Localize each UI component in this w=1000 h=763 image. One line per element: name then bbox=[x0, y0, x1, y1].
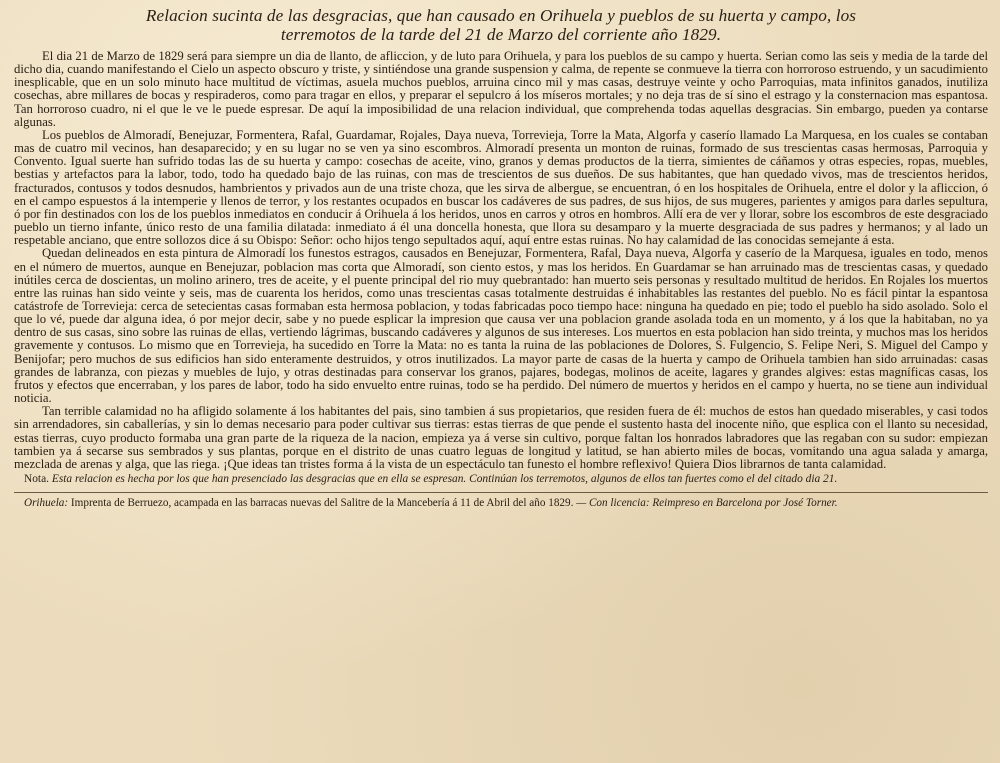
note bbox=[14, 473, 988, 486]
title-line-2: terremotos de la tarde del 21 de Marzo del corriente año 1829. bbox=[280, 25, 722, 44]
note-text: Esta relacion es hecha por los que han presenciado las desgracias que en ella se espresan. Continúan los terremotos, algunos de ellos tan fuertes como el del citado dia 21. bbox=[51, 473, 838, 485]
paragraph-4: Tan terrible calamidad no ha afligido solamente á los habitantes del pais, sino tambien á sus propietarios, que residen fuera de él: muchos de estos han quedado miserables, y casi todos sin arrendadores, sin caballerías, y sin lo demas necesario para poder cultivar sus tierras: estas tierras de que pende el sustento hasta del inocente niño, que esplica con el llanto su necesidad, estas tierras, cuyo producto formaba una gran parte de la riqueza de la nacion, empieza ya á verse sin cultivo, porque faltan los honrados labradores que las regaban con su sudor: empiezan tambien ya á secarse sus sembrados y sus plantas, porque en el distrito de unas cuatro leguas de longitud y latitud, se han abierto miles de bocas, vomitando una agua salada y amarga, mezclada de arenas y alga, que las riega. ¡Que ideas tan tristes forma á la vista de un espectáculo tan funesto el hombre reflexivo! Quiera Dios librarnos de tanta calamidad. bbox=[14, 404, 988, 471]
note-label: Nota. bbox=[24, 473, 49, 485]
paragraph-3: Quedan delineados en esta pintura de Almoradí los funestos estragos, causados en Benejuzar, Formentera, Rafal, Daya nueva, Algorfa y caserío de la Marquesa, iguales en todo, menos en el número de muertos, aunque en Benejuzar, poblacion mas corta que Almoradí, son ciento estos, y mas los heridos. En Guardamar se han arruinado mas de trescientas casas, y quedado inútiles cerca de doscientas, un molino arinero, tres de aceite, y el puente principal del rio muy quebrantado: han muerto seis personas y resultado multitud de heridos. En Rojales los muertos entre las ruinas han sido veinte y seis, mas de cuarenta los heridos, como unas trescientas casas totalmente destruidas é inhabitables las restantes del pueblo. No es fácil pintar la espantosa catástrofe de Torrevieja: cerca de setecientas casas formaban esta hermosa poblacion, y todas fabricadas poco tiempo hace: ninguna ha quedado en pie; todo el pueblo ha sido asolado. Solo el que lo vé, puede dar alguna idea, ó por mejor decir, sabe y no puede esplicar la impresion que causa ver una poblacion grande asolada toda en un momento, y á los que la habitaban, no ya dentro de sus casas, sino sobre las ruinas de ellas, vertiendo lágrimas, buscando cadáveres y algunos de sus intereses. Los muertos en esta poblacion han sido treinta, y muchos mas los heridos gravemente y contusos. Lo mismo que en Torrevieja, ha sucedido en Torre la Mata: no es tanta la ruina de las poblaciones de Dolores, S. Fulgencio, S. Felipe Neri, S. Miguel del Campo y Benijofar; pero muchos de sus edificios han sido enteramente destruidos, y otros inutilizados. La mayor parte de casas de la huerta y campo de Orihuela tambien han sido arruinadas: casas grandes de labranza, con piezas y muebles de lujo, y otras destinadas para conservar los granos, pajares, bodegas, molinos de aceite, lagares y grandes algives: estas magníficas casas, los frutos y efectos que encerraban, y los pares de labor, todo ha sido envuelto entre ruinas, todo se ha perdido. Del número de muertos y heridos en el campo y huerta, no se tiene aun individual noticia. bbox=[14, 246, 988, 406]
document-body bbox=[14, 50, 988, 471]
divider bbox=[14, 492, 988, 493]
paragraph-1: El dia 21 de Marzo de 1829 será para siempre un dia de llanto, de afliccion, y de luto para Orihuela, y para los pueblos de su campo y huerta. Serian como las seis y media de la tarde del dicho dia, cuando manifestando el Cielo un aspecto obscuro y triste, y sintiéndose una grande suspension y calma, de repente se conmueve la tierra con horroroso estruendo, y un sacudimiento inesplicable, que en un solo minuto hace multitud de víctimas, asuela muchos pueblos, arruina cinco mil y mas casas, destruye veinte y ocho Parroquias, mata infinitos ganados, inutiliza cosechas, abre millares de bocas y respiraderos, como para tragar en ellos, y preparar el sepulcro á los míseros mortales; y no deja tras de sí sino el estrago y la consternacion mas espantosa. Tan horroroso cuadro, ni el que le ve le puede espresar. De aquí la imposibilidad de una relacion individual, que comprehenda todas aquellas desgracias. Sin embargo, pueden ya contarse algunas. bbox=[14, 49, 988, 129]
title-line-1: Relacion sucinta de las desgracias, que han causado en Orihuela y pueblos de su huerta y campo, los bbox=[145, 6, 857, 25]
imprint-license: — Con licencia: Reimpreso en Barcelona por José Torner. bbox=[576, 497, 838, 509]
paragraph-2: Los pueblos de Almoradí, Benejuzar, Formentera, Rafal, Guardamar, Rojales, Daya nueva, Torrevieja, Torre la Mata, Algorfa y caserío llamado La Marquesa, en los cuales se contaban mas de cuatro mil vecinos, han desaparecido; y en su lugar no se ven ya sino escombros. Almoradí presenta un monton de ruinas, formado de sus trescientas casas hermosas, Parroquia y Convento. Igual suerte han sufrido todas las de su huerta y campo: cosechas de aceite, vino, granos y demas productos de la tierra, simientes de cáñamos y otras especies, ropas, muebles, bestias y artefactos para la labor, todo, todo ha quedado bajo de las ruinas, con mas de trescientos de sus dueños. De sus habitantes, que han quedado vivos, mas de trescientos heridos, fracturados, contusos y todos desnudos, hambrientos y privados aun de una triste choza, que les sirva de albergue, se encuentran, ó en los hospitales de Orihuela, entre el dolor y la afliccion, ó en el campo espuestos á la intemperie y llenos de terror, y los restantes ocupados en buscar los cadáveres de sus padres, de sus hijos, de sus mugeres, parientes y amigos para darles sepultura, ó por fin destinados con los de los pueblos inmediatos en conducir á Orihuela á los heridos, unos en carros y otros en hombros. Allí era de ver y llorar, sobre los escombros de este desgraciado pueblo un tierno infante, único resto de una familia dilatada: inmediato á él una doncella honesta, que llora su desamparo y la muerte desgraciada de sus padres y hermanos; y al lado un respetable anciano, que entre sollozos dice á su Obispo: Señor: ocho hijos tengo sepultados aquí, aquí entre estas ruinas. No hay calamidad de las conocidas semejante á esta. bbox=[14, 127, 988, 248]
imprint-place: Orihuela: bbox=[24, 497, 69, 509]
document-title bbox=[14, 6, 988, 44]
imprint bbox=[14, 497, 988, 510]
imprint-text: Imprenta de Berruezo, acampada en las barracas nuevas del Salitre de la Mancebería á 11 de Abril del año 1829. bbox=[70, 497, 574, 509]
